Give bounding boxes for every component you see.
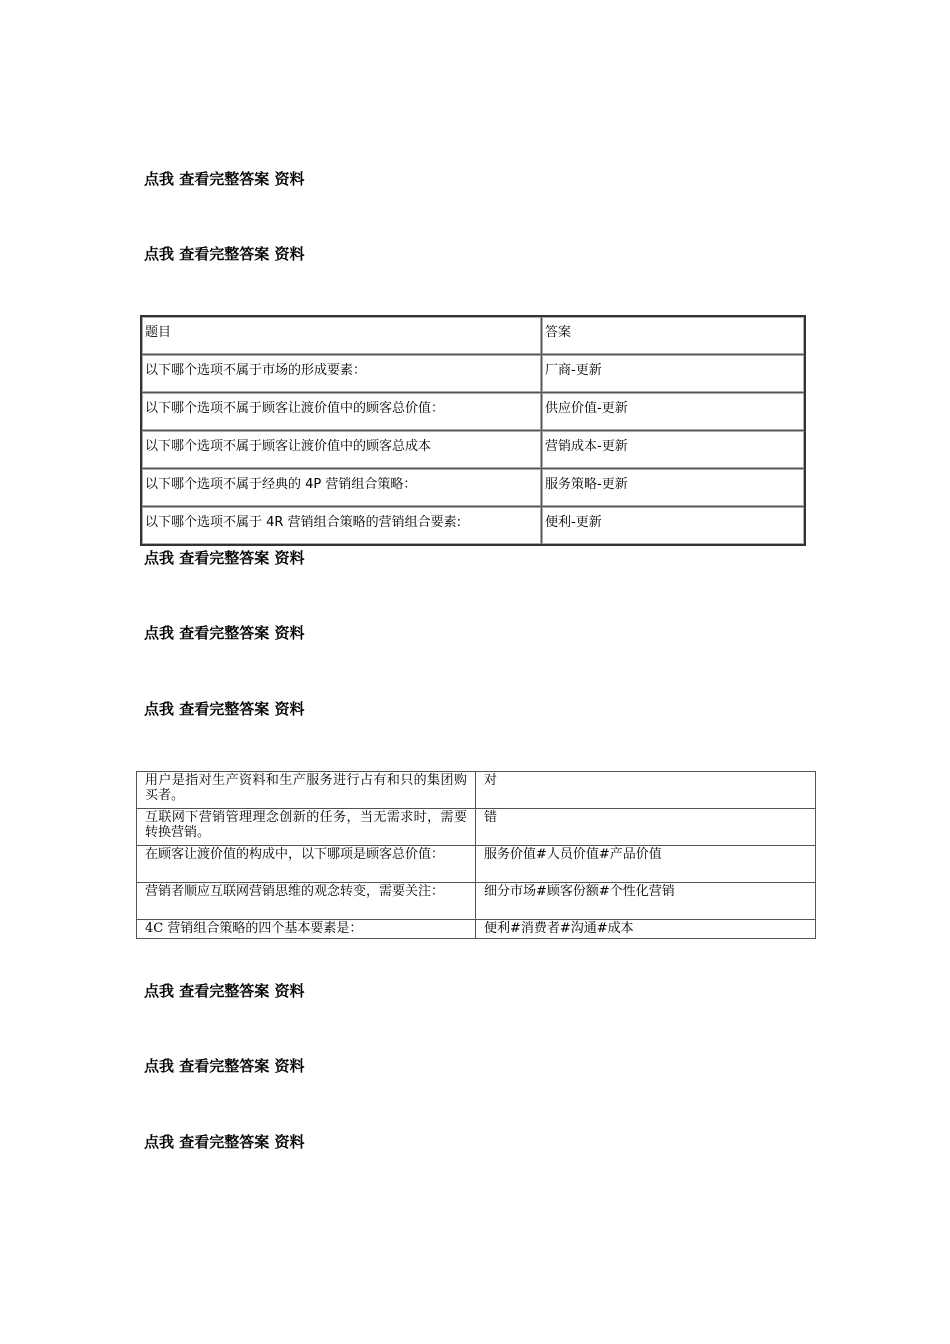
view-answer-link-5[interactable]: 点我 查看完整答案 资料 bbox=[144, 700, 305, 718]
table-row bbox=[141, 507, 805, 546]
answer-cell: 便利#消费者#沟通#成本 bbox=[476, 920, 816, 939]
question-cell: 以下哪个选项不属于 4R 营销组合策略的营销组合要素: bbox=[141, 507, 542, 546]
table-row bbox=[137, 809, 816, 846]
table-header-row bbox=[141, 316, 805, 355]
view-answer-link-7[interactable]: 点我 查看完整答案 资料 bbox=[144, 1057, 305, 1075]
question-cell: 用户是指对生产资料和生产服务进行占有和只的集团购买者。 bbox=[137, 772, 476, 809]
table-row bbox=[141, 431, 805, 469]
question-cell: 互联网下营销管理理念创新的任务，当无需求时，需要转换营销。 bbox=[137, 809, 476, 846]
answer-cell: 错 bbox=[476, 809, 816, 846]
answer-table-2 bbox=[136, 771, 816, 939]
question-cell: 以下哪个选项不属于顾客让渡价值中的顾客总价值： bbox=[141, 393, 542, 431]
question-cell: 4C 营销组合策略的四个基本要素是： bbox=[137, 920, 476, 939]
answer-cell: 服务策略-更新 bbox=[542, 469, 806, 507]
table-row bbox=[141, 469, 805, 507]
view-answer-link-2[interactable]: 点我 查看完整答案 资料 bbox=[144, 245, 305, 263]
answer-cell: 对 bbox=[476, 772, 816, 809]
question-cell: 以下哪个选项不属于经典的 4P 营销组合策略： bbox=[141, 469, 542, 507]
view-answer-link-8[interactable]: 点我 查看完整答案 资料 bbox=[144, 1133, 305, 1151]
table-row bbox=[137, 883, 816, 920]
table-row bbox=[137, 846, 816, 883]
table-row bbox=[141, 355, 805, 393]
answer-cell: 便利-更新 bbox=[542, 507, 806, 546]
header-answer: 答案 bbox=[542, 316, 806, 355]
answer-cell: 营销成本-更新 bbox=[542, 431, 806, 469]
answer-cell: 服务价值#人员价值#产品价值 bbox=[476, 846, 816, 883]
table-row bbox=[137, 772, 816, 809]
view-answer-link-4[interactable]: 点我 查看完整答案 资料 bbox=[144, 624, 305, 642]
answer-cell: 供应价值-更新 bbox=[542, 393, 806, 431]
question-cell: 以下哪个选项不属于市场的形成要素： bbox=[141, 355, 542, 393]
question-cell: 以下哪个选项不属于顾客让渡价值中的顾客总成本 bbox=[141, 431, 542, 469]
view-answer-link-1[interactable]: 点我 查看完整答案 资料 bbox=[144, 170, 305, 188]
header-question: 题目 bbox=[141, 316, 542, 355]
table-row bbox=[141, 393, 805, 431]
table-row bbox=[137, 920, 816, 939]
answer-cell: 细分市场#顾客份额#个性化营销 bbox=[476, 883, 816, 920]
answer-table-1 bbox=[140, 315, 806, 546]
question-cell: 在顾客让渡价值的构成中，以下哪项是顾客总价值： bbox=[137, 846, 476, 883]
view-answer-link-3[interactable]: 点我 查看完整答案 资料 bbox=[144, 549, 305, 567]
view-answer-link-6[interactable]: 点我 查看完整答案 资料 bbox=[144, 982, 305, 1000]
question-cell: 营销者顺应互联网营销思维的观念转变，需要关注： bbox=[137, 883, 476, 920]
answer-cell: 厂商-更新 bbox=[542, 355, 806, 393]
